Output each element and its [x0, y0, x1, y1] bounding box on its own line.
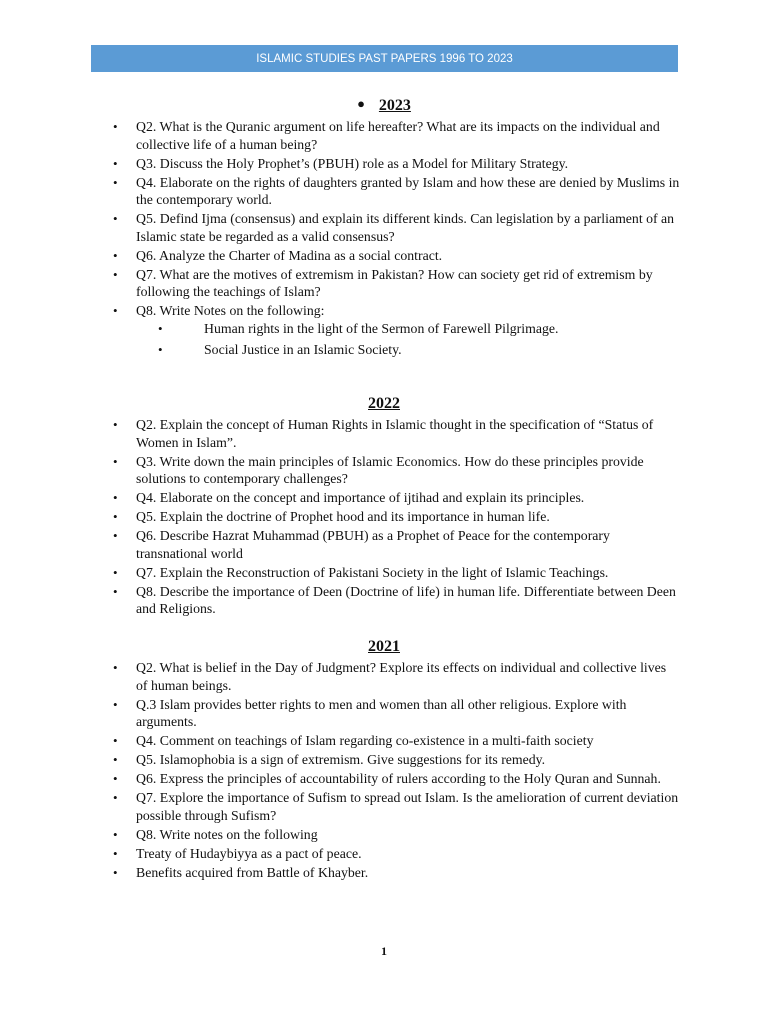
question-item: • Q4. Elaborate on the concept and importance of ijtihad and explain its principles. [0, 489, 768, 507]
document-header-banner [91, 45, 678, 72]
question-item: • Q7. What are the motives of extremism in Pakistan? How can society get rid of extremism by following the teachings of Islam? [0, 266, 768, 301]
question-item: • Q.3 Islam provides better rights to men and women than all other religious. Explore with arguments. [0, 696, 768, 731]
question-item: • Q8. Write Notes on the following: [0, 302, 768, 320]
question-item: • Q6. Describe Hazrat Muhammad (PBUH) as a Prophet of Peace for the contemporary transnational world [0, 527, 768, 562]
heading-bullet-icon: ● [357, 96, 365, 111]
question-item: • Benefits acquired from Battle of Khayber. [0, 864, 768, 882]
question-item: • Q7. Explain the Reconstruction of Pakistani Society in the light of Islamic Teachings. [0, 564, 768, 582]
year-label: 2022 [368, 395, 400, 412]
sub-question-item: • Human rights in the light of the Sermon of Farewell Pilgrimage. [0, 320, 768, 338]
question-item: • Q5. Explain the doctrine of Prophet hood and its importance in human life. [0, 508, 768, 526]
question-item: • Q6. Analyze the Charter of Madina as a social contract. [0, 247, 768, 265]
question-item: • Q7. Explore the importance of Sufism to spread out Islam. Is the amelioration of current deviation possible through Sufism? [0, 789, 768, 824]
question-item: • Q5. Defind Ijma (consensus) and explain its different kinds. Can legislation by a parliament of an Islamic state be regarded as a valid consensus? [0, 210, 768, 245]
question-list-2022 [0, 416, 768, 619]
question-item: • Q2. Explain the concept of Human Rights in Islamic thought in the specification of “Status of Women in Islam”. [0, 416, 768, 451]
question-item: • Q4. Elaborate on the rights of daughters granted by Islam and how these are denied by Muslims in the contemporary world. [0, 174, 768, 209]
question-item: • Q8. Describe the importance of Deen (Doctrine of life) in human life. Differentiate between Deen and Religions. [0, 583, 768, 618]
year-label: 2021 [368, 638, 400, 655]
document-title: ISLAMIC STUDIES PAST PAPERS 1996 TO 2023 [256, 52, 513, 65]
year-label: 2023 [378, 97, 411, 114]
question-item: • Q8. Write notes on the following [0, 826, 768, 844]
question-item: • Q5. Islamophobia is a sign of extremism. Give suggestions for its remedy. [0, 751, 768, 769]
sub-question-list-2023 [0, 320, 768, 361]
page-number: 1 [381, 944, 387, 958]
question-list-2021 [0, 659, 768, 883]
year-heading-2022 [0, 395, 768, 413]
sub-question-item: • Social Justice in an Islamic Society. [0, 341, 768, 359]
question-item: • Q3. Write down the main principles of Islamic Economics. How do these principles provide solutions to contemporary challenges? [0, 453, 768, 488]
year-heading-2023 [0, 96, 768, 115]
year-heading-2021 [0, 638, 768, 656]
question-item: • Q2. What is the Quranic argument on life hereafter? What are its impacts on the individual and collective life of a human being? [0, 118, 768, 153]
question-item: • Q6. Express the principles of accountability of rulers according to the Holy Quran and Sunnah. [0, 770, 768, 788]
question-item: • Q3. Discuss the Holy Prophet’s (PBUH) role as a Model for Military Strategy. [0, 155, 768, 173]
question-item: • Q4. Comment on teachings of Islam regarding co-existence in a multi-faith society [0, 732, 768, 750]
question-list-2023 [0, 118, 768, 321]
question-item: • Q2. What is belief in the Day of Judgment? Explore its effects on individual and collective lives of human beings. [0, 659, 768, 694]
question-item: • Treaty of Hudaybiyya as a pact of peace. [0, 845, 768, 863]
